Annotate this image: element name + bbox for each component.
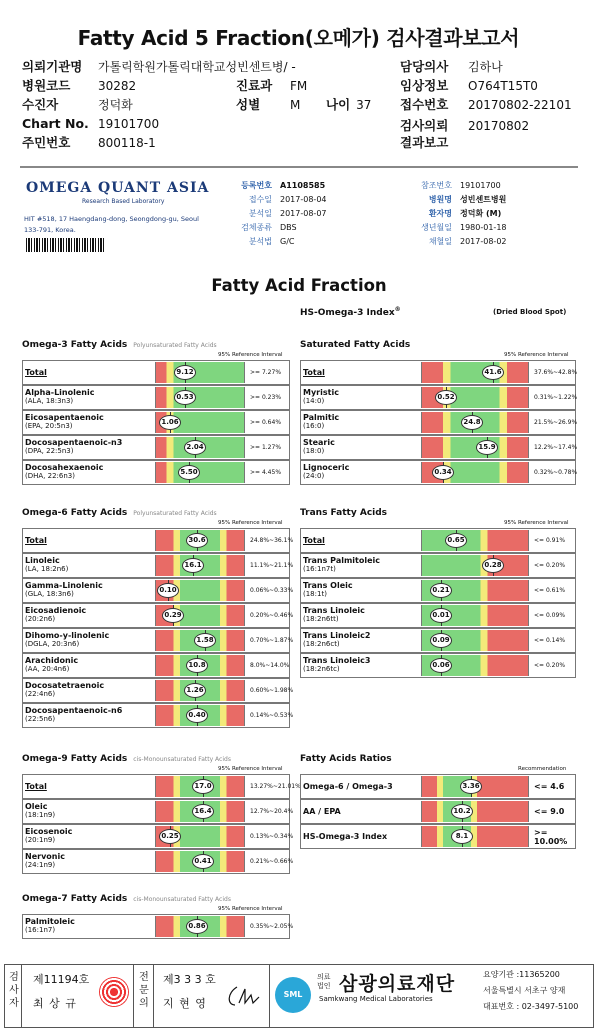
- reference-interval: 12.2%~17.4%: [534, 444, 578, 451]
- reference-bar: [421, 555, 529, 576]
- info-left-3: 검체종류 DBS: [241, 223, 297, 232]
- analyte-name: Docosapentaenoic-n6 (22:5n6): [25, 706, 123, 723]
- org-small: 의료법인: [317, 973, 331, 990]
- specialist-license: 제3 3 3 호: [163, 973, 216, 986]
- reference-bar: [155, 851, 245, 872]
- reference-interval: 0.20%~0.46%: [250, 612, 294, 619]
- lab-address: HIT #518, 17 Haengdang-dong, Seongdong-gu, Seoul 133-791, Korea.: [24, 215, 199, 234]
- result-row: [300, 824, 576, 849]
- reference-bar: [155, 387, 245, 408]
- analyte-name: Docosapentaenoic-n3 (DPA, 22:5n3): [25, 438, 123, 455]
- reference-interval: 0.06%~0.33%: [250, 587, 294, 594]
- specialist-name: 지 현 영: [163, 997, 207, 1010]
- reference-interval: >= 7.27%: [250, 369, 282, 376]
- reference-interval: >= 4.45%: [250, 469, 282, 476]
- analyte-name: Palmitic (16:0): [303, 413, 340, 430]
- report-sheet: [20, 166, 578, 958]
- analyte-name: Palmitoleic (16:1n7): [25, 917, 75, 934]
- hdr-result: 결과보고: [400, 135, 449, 150]
- hdr-dept: 진료과 FM: [236, 78, 308, 93]
- value-marker: 0.06: [430, 658, 452, 673]
- hdr-patient: 수진자 정덕화: [22, 97, 133, 112]
- value-marker: 8.1: [451, 829, 473, 844]
- info-right-3: 생년월일 1980-01-18: [421, 223, 507, 232]
- reference-bar: [155, 826, 245, 847]
- org-en: Samkwang Medical Laboratories: [319, 995, 433, 1003]
- reference-interval: >= 10.00%: [534, 827, 568, 846]
- result-row: [300, 578, 576, 603]
- reference-bar: [421, 605, 529, 626]
- analyte-name: Eicosenoic (20:1n9): [25, 827, 73, 844]
- reference-interval: 0.14%~0.53%: [250, 712, 294, 719]
- ref-header: Recommendation: [518, 766, 567, 772]
- value-marker: 0.52: [435, 390, 457, 405]
- value-marker: 15.9: [476, 440, 498, 455]
- analyte-name: Gamma-Linolenic (GLA, 18:3n6): [25, 581, 103, 598]
- report-title: Fatty Acid 5 Fraction(오메가) 검사결과보고서: [77, 26, 520, 50]
- result-row: [22, 360, 290, 385]
- hdr-doctor: 담당의사 김하나: [400, 59, 503, 74]
- value-marker: 16.1: [182, 558, 204, 573]
- value-marker: 0.28: [482, 558, 504, 573]
- hdr-sex: 성별 M: [236, 97, 301, 112]
- ref-header: 95% Reference Interval: [504, 520, 569, 526]
- result-row: [22, 824, 294, 849]
- hdr-code: 병원코드 30282: [22, 78, 137, 93]
- section-title: Omega-9 Fatty Acids cis-Monounsaturated Fatty Acids: [22, 754, 231, 764]
- value-marker: 10.8: [186, 658, 208, 673]
- dbs-label: (Dried Blood Spot): [493, 308, 567, 316]
- value-marker: 41.6: [482, 365, 504, 380]
- reference-bar: [155, 580, 245, 601]
- result-row: [22, 553, 294, 578]
- org-address: 서울특별시 서초구 양재: [483, 986, 566, 995]
- brand-logo: OMEGA QUANT ASIA: [26, 180, 210, 196]
- section-title: Fatty Acids Ratios: [300, 754, 392, 764]
- analyte-name: Trans Linoleic (18:2n6tt): [303, 606, 365, 623]
- reference-interval: >= 0.64%: [250, 419, 282, 426]
- reference-bar: [155, 605, 245, 626]
- reference-interval: 13.27%~21.01%: [250, 783, 301, 790]
- reference-interval: 0.35%~2.05%: [250, 923, 294, 930]
- reference-interval: 0.60%~1.98%: [250, 687, 294, 694]
- analyte-name: Total: [303, 536, 325, 545]
- org-name: 삼광의료재단: [339, 973, 456, 995]
- value-marker: 0.41: [192, 854, 214, 869]
- hdr-recv: 접수번호 20170802-22101: [400, 97, 572, 112]
- signature-footer: [4, 964, 594, 1028]
- result-row: [300, 385, 576, 410]
- analyte-name: Nervonic (24:1n9): [25, 852, 65, 869]
- reference-bar: [421, 530, 529, 551]
- info-left-1: 접수일 2017-08-04: [248, 195, 327, 204]
- reference-bar: [421, 776, 529, 797]
- analyte-name: Linoleic (LA, 18:2n6): [25, 556, 69, 573]
- reference-bar: [155, 437, 245, 458]
- analyte-name: AA / EPA: [303, 807, 341, 816]
- analyte-name: Total: [25, 536, 47, 545]
- result-row: [22, 603, 294, 628]
- reference-bar: [421, 412, 529, 433]
- reference-bar: [421, 580, 529, 601]
- reference-interval: <= 0.14%: [534, 637, 566, 644]
- reference-bar: [421, 362, 529, 383]
- value-marker: 0.29: [162, 608, 184, 623]
- section-title: Trans Fatty Acids: [300, 508, 388, 518]
- value-marker: 0.34: [432, 465, 454, 480]
- reference-bar: [421, 630, 529, 651]
- analyte-name: Trans Oleic (18:1t): [303, 581, 353, 598]
- value-marker: 5.50: [178, 465, 200, 480]
- value-marker: 0.53: [174, 390, 196, 405]
- reference-interval: 0.32%~0.78%: [534, 469, 578, 476]
- value-marker: 16.4: [192, 804, 214, 819]
- seal-stamp: [99, 977, 129, 1007]
- result-row: [300, 628, 576, 653]
- sml-logo: SML: [275, 977, 311, 1013]
- section-title: Omega-3 Fatty Acids Polyunsaturated Fatty Acids: [22, 340, 217, 350]
- result-row: [300, 460, 576, 485]
- hdr-clin: 임상정보 O764T15T0: [400, 78, 538, 93]
- value-marker: 0.09: [430, 633, 452, 648]
- reference-interval: >= 1.27%: [250, 444, 282, 451]
- analyte-name: Myristic (14:0): [303, 388, 339, 405]
- info-right-4: 채혈일 2017-08-02: [428, 237, 507, 246]
- reference-bar: [155, 555, 245, 576]
- result-row: [300, 410, 576, 435]
- reference-bar: [155, 801, 245, 822]
- ref-header: 95% Reference Interval: [218, 906, 283, 912]
- fa-title: Fatty Acid Fraction: [211, 276, 387, 295]
- analyte-name: Trans Palmitoleic (16:1n7t): [303, 556, 381, 573]
- value-marker: 0.65: [445, 533, 467, 548]
- result-row: [300, 360, 576, 385]
- section-title: Omega-6 Fatty Acids Polyunsaturated Fatty Acids: [22, 508, 217, 518]
- reference-bar: [421, 437, 529, 458]
- agency-code: 요양기관 :11365200: [483, 970, 560, 979]
- reference-interval: 21.5%~26.9%: [534, 419, 578, 426]
- result-row: [300, 553, 576, 578]
- result-row: [22, 678, 294, 703]
- analyte-name: Oleic (18:1n9): [25, 802, 56, 819]
- reference-bar: [421, 801, 529, 822]
- value-marker: 0.10: [157, 583, 179, 598]
- value-marker: 1.26: [184, 683, 206, 698]
- analyte-name: Total: [303, 368, 325, 377]
- analyte-name: Total: [25, 368, 47, 377]
- tester-label: 검사자: [9, 972, 19, 1009]
- reference-interval: 11.1%~21.1%: [250, 562, 294, 569]
- value-marker: 9.12: [174, 365, 196, 380]
- tester-name: 최 상 규: [33, 997, 77, 1010]
- reference-bar: [155, 705, 245, 726]
- reference-bar: [155, 412, 245, 433]
- result-row: [300, 774, 576, 799]
- value-marker: 10.2: [451, 804, 473, 819]
- reference-bar: [155, 530, 245, 551]
- result-row: [22, 914, 294, 939]
- reference-interval: 0.70%~1.87%: [250, 637, 294, 644]
- analyte-name: Eicosadienoic (20:2n6): [25, 606, 87, 623]
- result-row: [22, 410, 290, 435]
- analyte-name: Lignoceric (24:0): [303, 463, 350, 480]
- result-row: [300, 603, 576, 628]
- reference-bar: [155, 655, 245, 676]
- org-tel: 대표번호 : 02-3497-5100: [483, 1002, 579, 1011]
- result-row: [22, 385, 290, 410]
- reference-bar: [421, 462, 529, 483]
- analyte-name: HS-Omega-3 Index: [303, 832, 388, 841]
- tester-license: 제11194호: [33, 973, 90, 986]
- result-row: [300, 435, 576, 460]
- result-row: [22, 460, 290, 485]
- hdr-rrn: 주민번호 800118-1: [22, 135, 156, 150]
- reference-interval: 12.7%~20.4%: [250, 808, 294, 815]
- reference-interval: <= 0.20%: [534, 562, 566, 569]
- value-marker: 3.36: [460, 779, 482, 794]
- analyte-name: Trans Linoleic3 (18:2n6tc): [303, 656, 371, 673]
- value-marker: 1.58: [194, 633, 216, 648]
- hdr-chart: Chart No. 19101700: [22, 116, 160, 131]
- result-row: [22, 849, 294, 874]
- hs-title: HS-Omega-3 Index®: [300, 306, 401, 318]
- result-row: [22, 703, 294, 728]
- info-right-0: 참조번호 19101700: [421, 181, 501, 190]
- reference-bar: [421, 655, 529, 676]
- analyte-name: Docosatetraenoic (22:4n6): [25, 681, 105, 698]
- reference-interval: <= 0.20%: [534, 662, 566, 669]
- reference-interval: 0.21%~0.66%: [250, 858, 294, 865]
- value-marker: 17.0: [192, 779, 214, 794]
- value-marker: 0.21: [430, 583, 452, 598]
- value-marker: 0.25: [159, 829, 181, 844]
- result-row: [22, 774, 301, 799]
- reference-interval: 24.8%~36.1%: [250, 537, 294, 544]
- result-row: [22, 628, 294, 653]
- reference-interval: >= 0.23%: [250, 394, 282, 401]
- ref-header: 95% Reference Interval: [218, 520, 283, 526]
- info-right-2: 환자명 정덕화 (M): [428, 209, 502, 218]
- reference-interval: 8.0%~14.0%: [250, 662, 290, 669]
- analyte-name: Eicosapentaenoic (EPA, 20:5n3): [25, 413, 104, 430]
- result-row: [300, 653, 576, 678]
- result-row: [22, 799, 294, 824]
- ref-header: 95% Reference Interval: [218, 352, 283, 358]
- reference-interval: 0.13%~0.34%: [250, 833, 294, 840]
- value-marker: 0.01: [430, 608, 452, 623]
- hdr-inst: 의뢰기관명 가톨릭학원가톨릭대학교성빈센트병/ -: [22, 59, 296, 74]
- analyte-name: Docosahexaenoic (DHA, 22:6n3): [25, 463, 104, 480]
- reference-interval: <= 0.61%: [534, 587, 566, 594]
- reference-bar: [155, 916, 245, 937]
- result-row: [22, 435, 290, 460]
- reference-interval: <= 0.09%: [534, 612, 566, 619]
- hdr-req: 검사의뢰 20170802: [400, 118, 530, 133]
- result-row: [22, 528, 294, 553]
- value-marker: 24.8: [461, 415, 483, 430]
- result-row: [300, 528, 576, 553]
- result-row: [22, 578, 294, 603]
- info-left-0: 등록번호 A1108585: [241, 181, 326, 190]
- reference-bar: [421, 387, 529, 408]
- info-right-1: 병원명 성빈센트병원: [428, 195, 507, 204]
- hdr-age: 나이 37: [326, 97, 372, 112]
- barcode: [26, 238, 106, 252]
- value-marker: 1.06: [159, 415, 181, 430]
- analyte-name: Stearic (18:0): [303, 438, 335, 455]
- reference-interval: <= 0.91%: [534, 537, 566, 544]
- analyte-name: Omega-6 / Omega-3: [303, 782, 393, 791]
- info-left-2: 분석일 2017-08-07: [248, 209, 327, 218]
- analyte-name: Arachidonic (AA, 20:4n6): [25, 656, 79, 673]
- info-left-4: 분석법 G/C: [248, 237, 295, 246]
- ref-header: 95% Reference Interval: [218, 766, 283, 772]
- analyte-name: Dihomo-y-linolenic (DGLA, 20:3n6): [25, 631, 110, 648]
- reference-bar: [155, 630, 245, 651]
- result-row: [22, 653, 290, 678]
- value-marker: 30.6: [186, 533, 208, 548]
- reference-bar: [155, 462, 245, 483]
- reference-interval: 37.6%~42.8%: [534, 369, 578, 376]
- reference-interval: <= 9.0: [534, 807, 565, 816]
- signature-icon: [223, 983, 263, 1009]
- analyte-name: Alpha-Linolenic (ALA, 18:3n3): [25, 388, 95, 405]
- reference-bar: [421, 826, 529, 847]
- reference-bar: [155, 362, 245, 383]
- analyte-name: Total: [25, 782, 47, 791]
- section-title: Omega-7 Fatty Acids cis-Monounsaturated Fatty Acids: [22, 894, 231, 904]
- section-title: Saturated Fatty Acids: [300, 340, 411, 350]
- value-marker: 2.04: [184, 440, 206, 455]
- ref-header: 95% Reference Interval: [504, 352, 569, 358]
- value-marker: 0.40: [186, 708, 208, 723]
- reference-interval: <= 4.6: [534, 782, 565, 791]
- result-row: [300, 799, 576, 824]
- reference-interval: 0.31%~1.22%: [534, 394, 578, 401]
- specialist-label: 전문의: [139, 972, 149, 1009]
- value-marker: 0.86: [186, 919, 208, 934]
- reference-bar: [155, 680, 245, 701]
- brand-sub: Research Based Laboratory: [82, 198, 165, 205]
- reference-bar: [155, 776, 245, 797]
- analyte-name: Trans Linoleic2 (18:2n6ct): [303, 631, 371, 648]
